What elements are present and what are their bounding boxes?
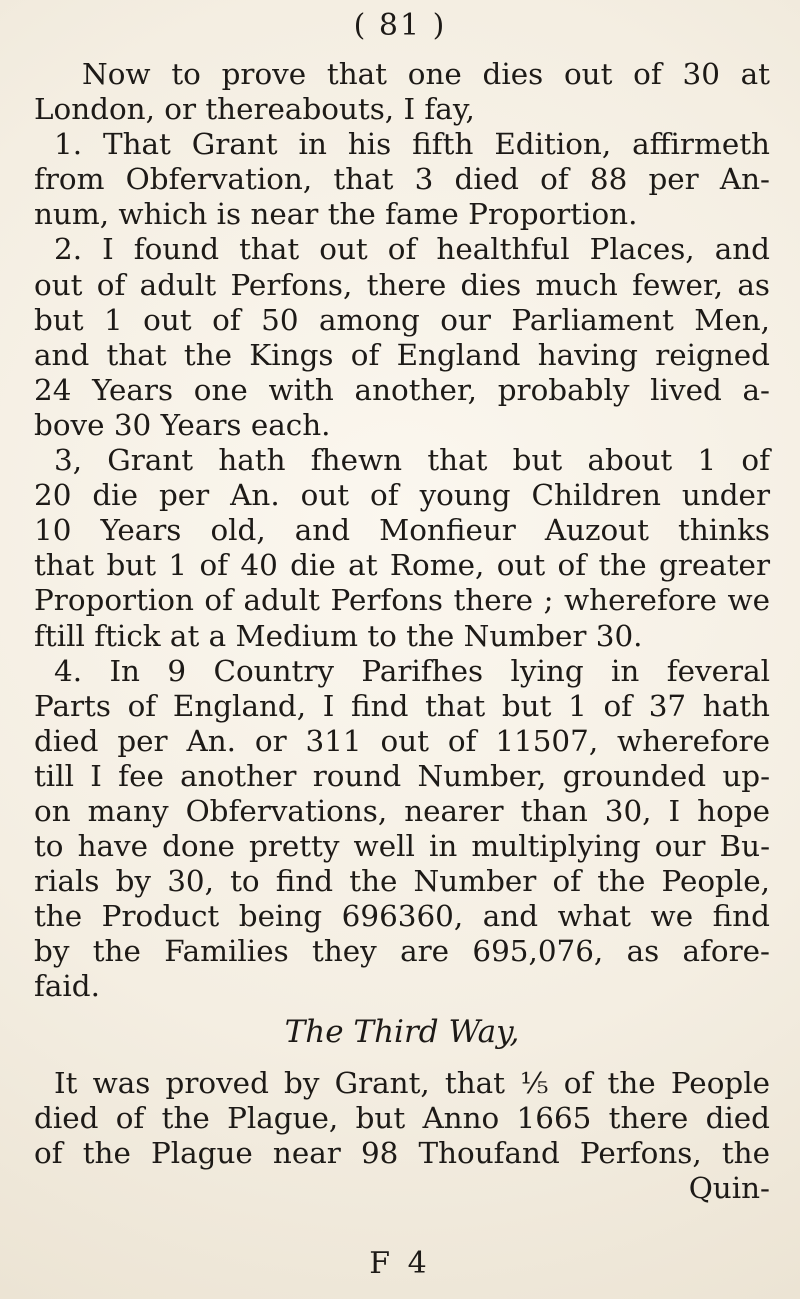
text-line: from Obfervation, that 3 died of 88 per An- [34, 162, 770, 197]
text-line: out of adult Perfons, there dies much fewer, as [34, 267, 770, 302]
text-line: 4. In 9 Country Parifhes lying in feveral [54, 653, 770, 688]
text-line: of the Plague near 98 Thoufand Perfons, the [34, 1135, 770, 1170]
text-line: to have done pretty well in multiplying our Bu- [34, 829, 770, 864]
page-number: ( 81 ) [353, 8, 447, 43]
text-line: 10 Years old, and Monfieur Auzout thinks [34, 513, 770, 548]
text-line: 2. I found that out of healthful Places, and [54, 232, 770, 267]
text-line: but 1 out of 50 among our Parliament Men, [34, 302, 770, 337]
text-line: and that the Kings of England having reigned [34, 337, 770, 372]
text-line: Parts of England, I find that but 1 of 37 hath [34, 688, 770, 723]
text-line: by the Families they are 695,076, as afore- [34, 934, 770, 969]
text-line: Now to prove that one dies out of 30 at [82, 57, 770, 91]
text-line: num, which is near the fame Proportion. [34, 197, 638, 232]
text-line: 3, Grant hath fhewn that but about 1 of [54, 443, 770, 478]
text-line: till I fee another round Number, grounded up- [34, 758, 770, 793]
text-line: bove 30 Years each. [34, 407, 331, 442]
text-line: the Product being 696360, and what we find [34, 899, 770, 934]
text-line: faid. [34, 969, 100, 1004]
text-line: rials by 30, to find the Number of the People, [34, 864, 770, 899]
text-line: died per An. or 311 out of 11507, wherefore [34, 723, 770, 758]
catchword: Quin- [688, 1170, 770, 1205]
signature-mark: F 4 [369, 1246, 431, 1281]
text-line: 24 Years one with another, probably lived a- [34, 372, 770, 407]
text-line: Proportion of adult Perfons there ; wherefore we [34, 583, 770, 618]
text-line: London, or thereabouts, I fay, [34, 92, 475, 127]
text-line: It was proved by Grant, that ⅕ of the People [54, 1065, 770, 1100]
text-line: 20 die per An. out of young Children under [34, 478, 770, 513]
text-line: on many Obfervations, nearer than 30, I hope [34, 793, 770, 828]
text-line: died of the Plague, but Anno 1665 there died [34, 1100, 770, 1135]
section-heading: The Third Way, [284, 1013, 520, 1050]
text-line: ftill ftick at a Medium to the Number 30. [34, 618, 643, 653]
text-line: 1. That Grant in his fifth Edition, affirmeth [54, 127, 770, 162]
body-text [34, 57, 770, 1206]
text-line: that but 1 of 40 die at Rome, out of the greater [34, 548, 770, 583]
